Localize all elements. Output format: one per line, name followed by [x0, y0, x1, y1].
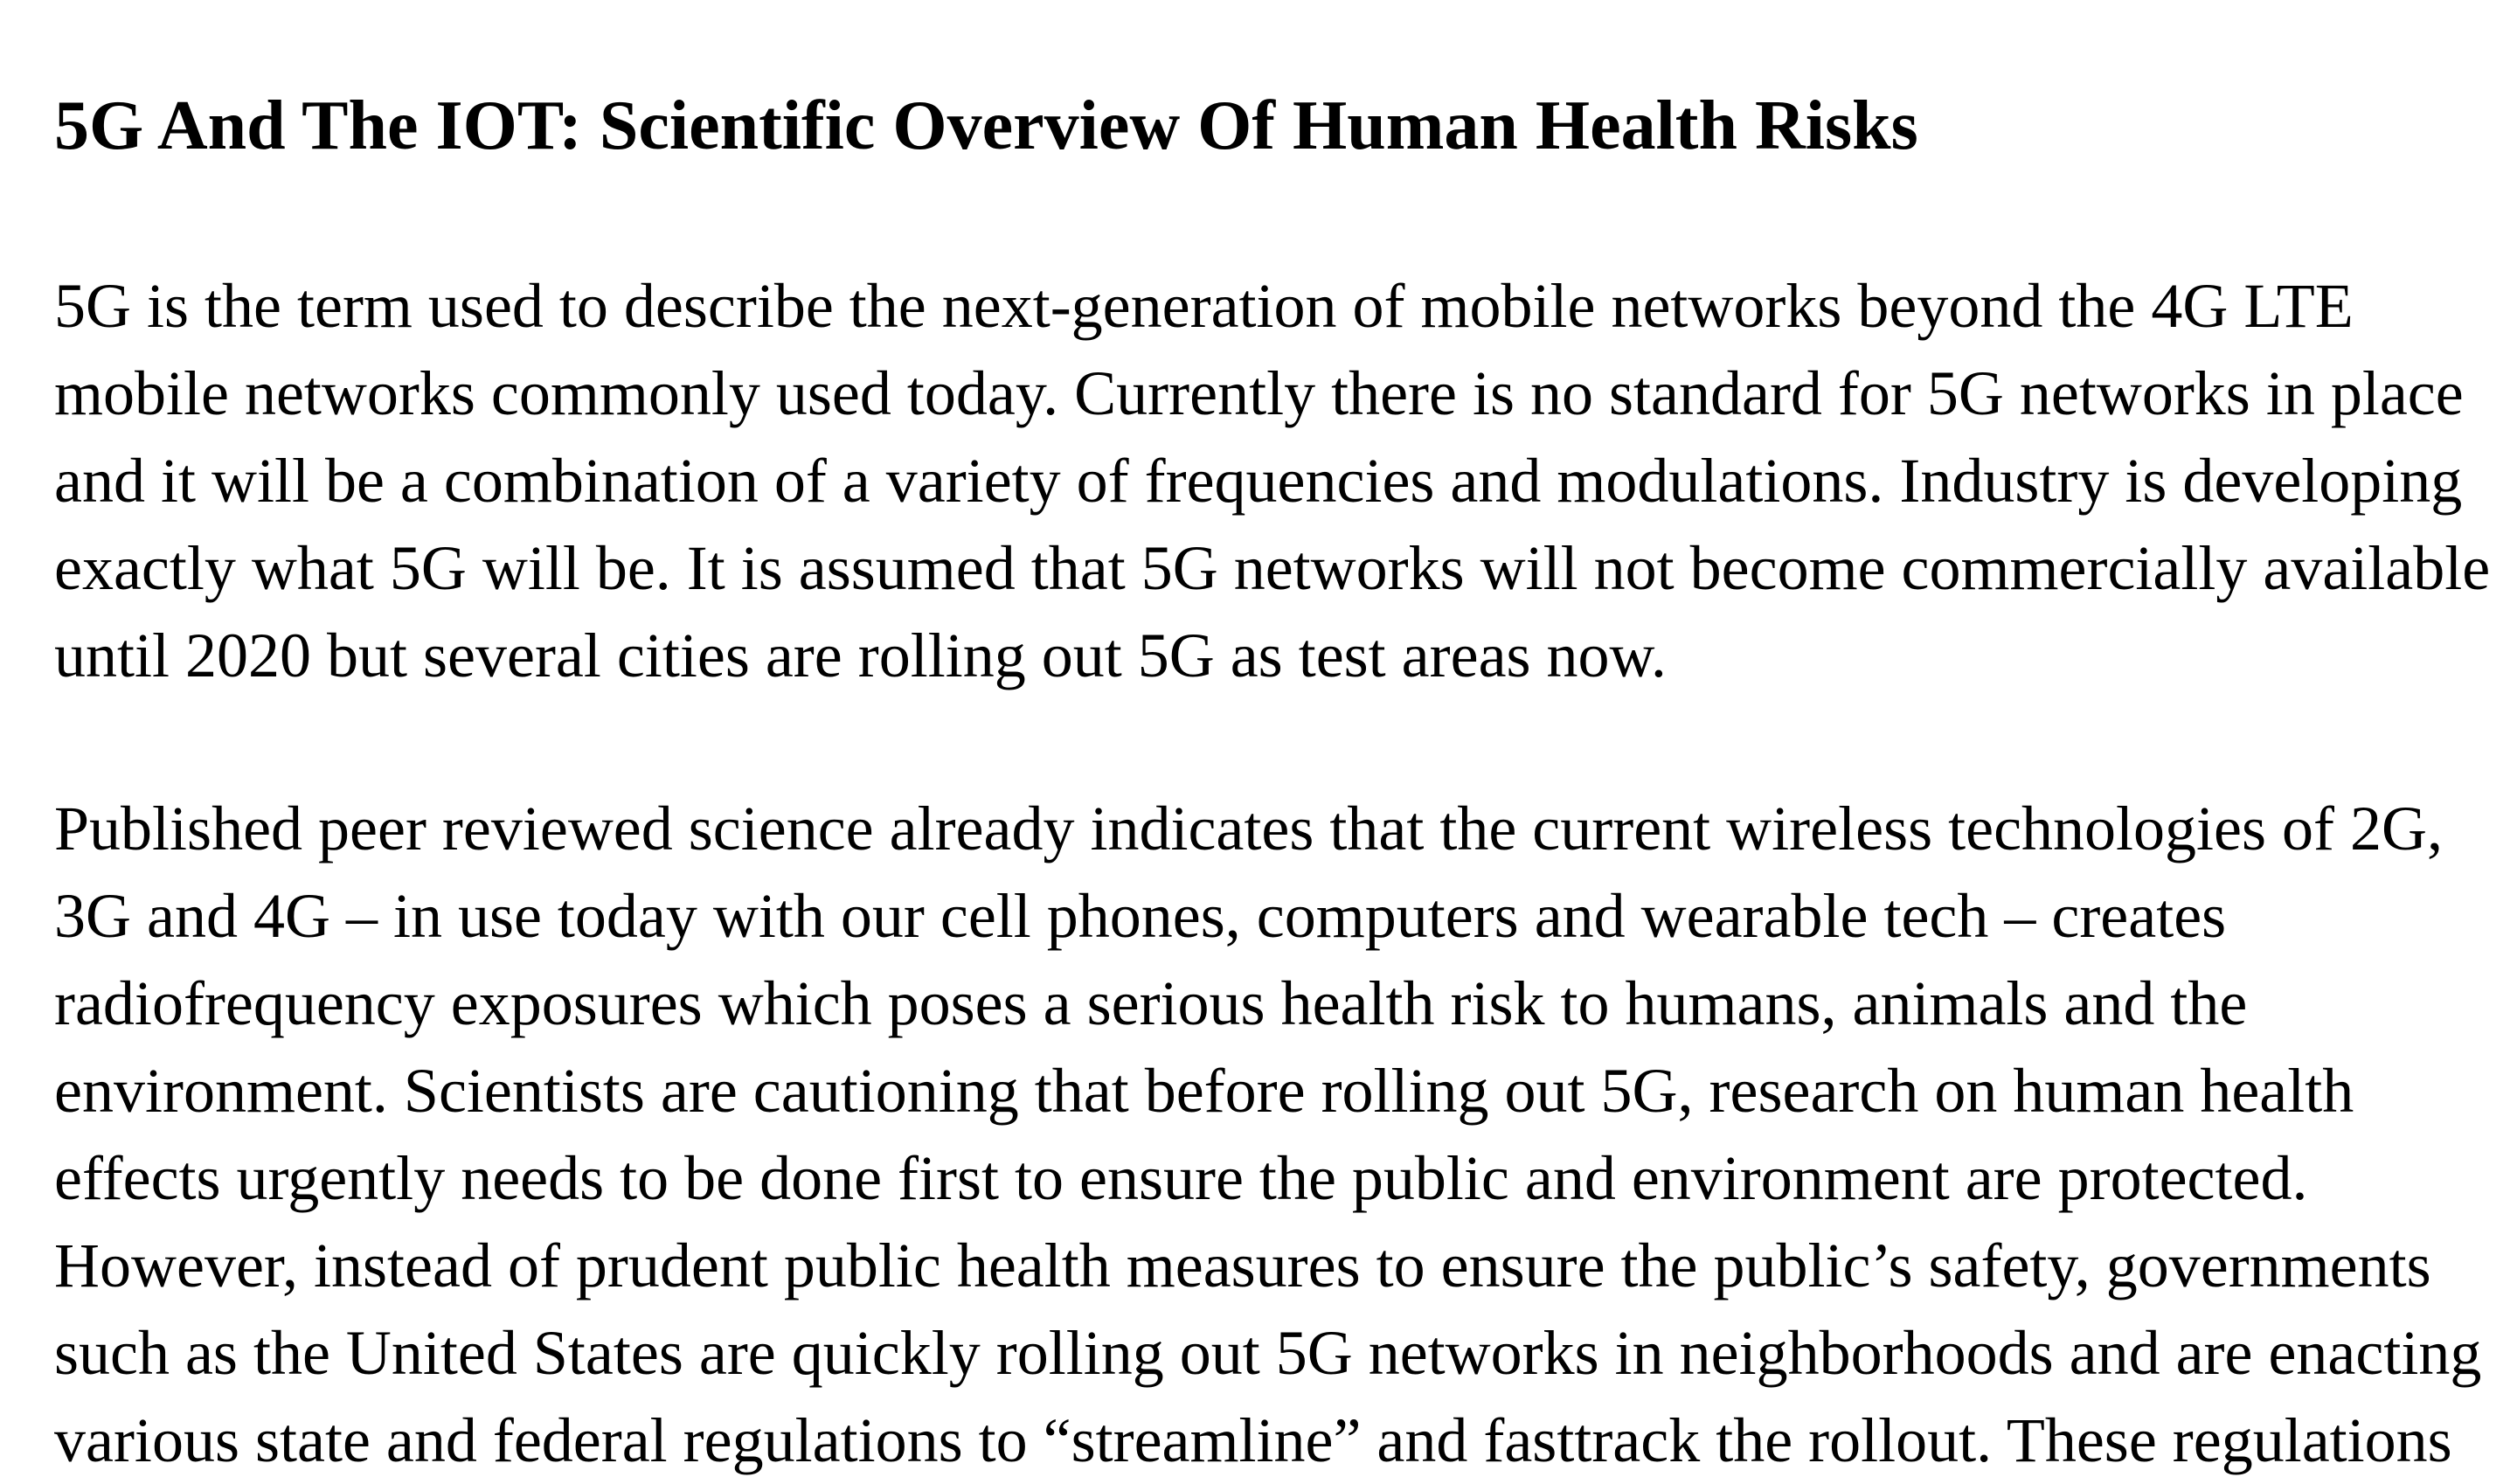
document-title: 5G And The IOT: Scientific Overview Of Human Health Risks	[54, 87, 1918, 164]
text-line: and it will be a combination of a variety of frequencies and modulations. Industry is developing	[54, 446, 2463, 516]
text-line: various state and federal regulations to “streamline” and fasttrack the rollout. These regulations	[54, 1405, 2452, 1475]
text-line: radiofrequency exposures which poses a serious health risk to humans, animals and the	[54, 968, 2248, 1038]
text-line: 3G and 4G – in use today with our cell phones, computers and wearable tech – creates	[54, 881, 2227, 951]
text-line: environment. Scientists are cautioning that before rolling out 5G, research on human health	[54, 1056, 2354, 1126]
paragraph-health-risks	[54, 785, 2481, 1484]
text-line: until 2020 but several cities are rolling out 5G as test areas now.	[54, 621, 1667, 690]
text-line: mobile networks commonly used today. Currently there is no standard for 5G networks in place	[54, 358, 2464, 428]
paragraph-intro	[54, 262, 2490, 699]
text-line: such as the United States are quickly rolling out 5G networks in neighborhoods and are enacting	[54, 1318, 2482, 1388]
text-line: Published peer reviewed science already indicates that the current wireless technologies of 2G,	[54, 794, 2443, 863]
text-line: However, instead of prudent public health measures to ensure the public’s safety, governments	[54, 1231, 2431, 1300]
text-line: exactly what 5G will be. It is assumed that 5G networks will not become commercially available	[54, 533, 2491, 603]
text-line: 5G is the term used to describe the next-generation of mobile networks beyond the 4G LTE	[54, 271, 2354, 341]
text-line: effects urgently needs to be done first to ensure the public and environment are protected.	[54, 1143, 2308, 1213]
